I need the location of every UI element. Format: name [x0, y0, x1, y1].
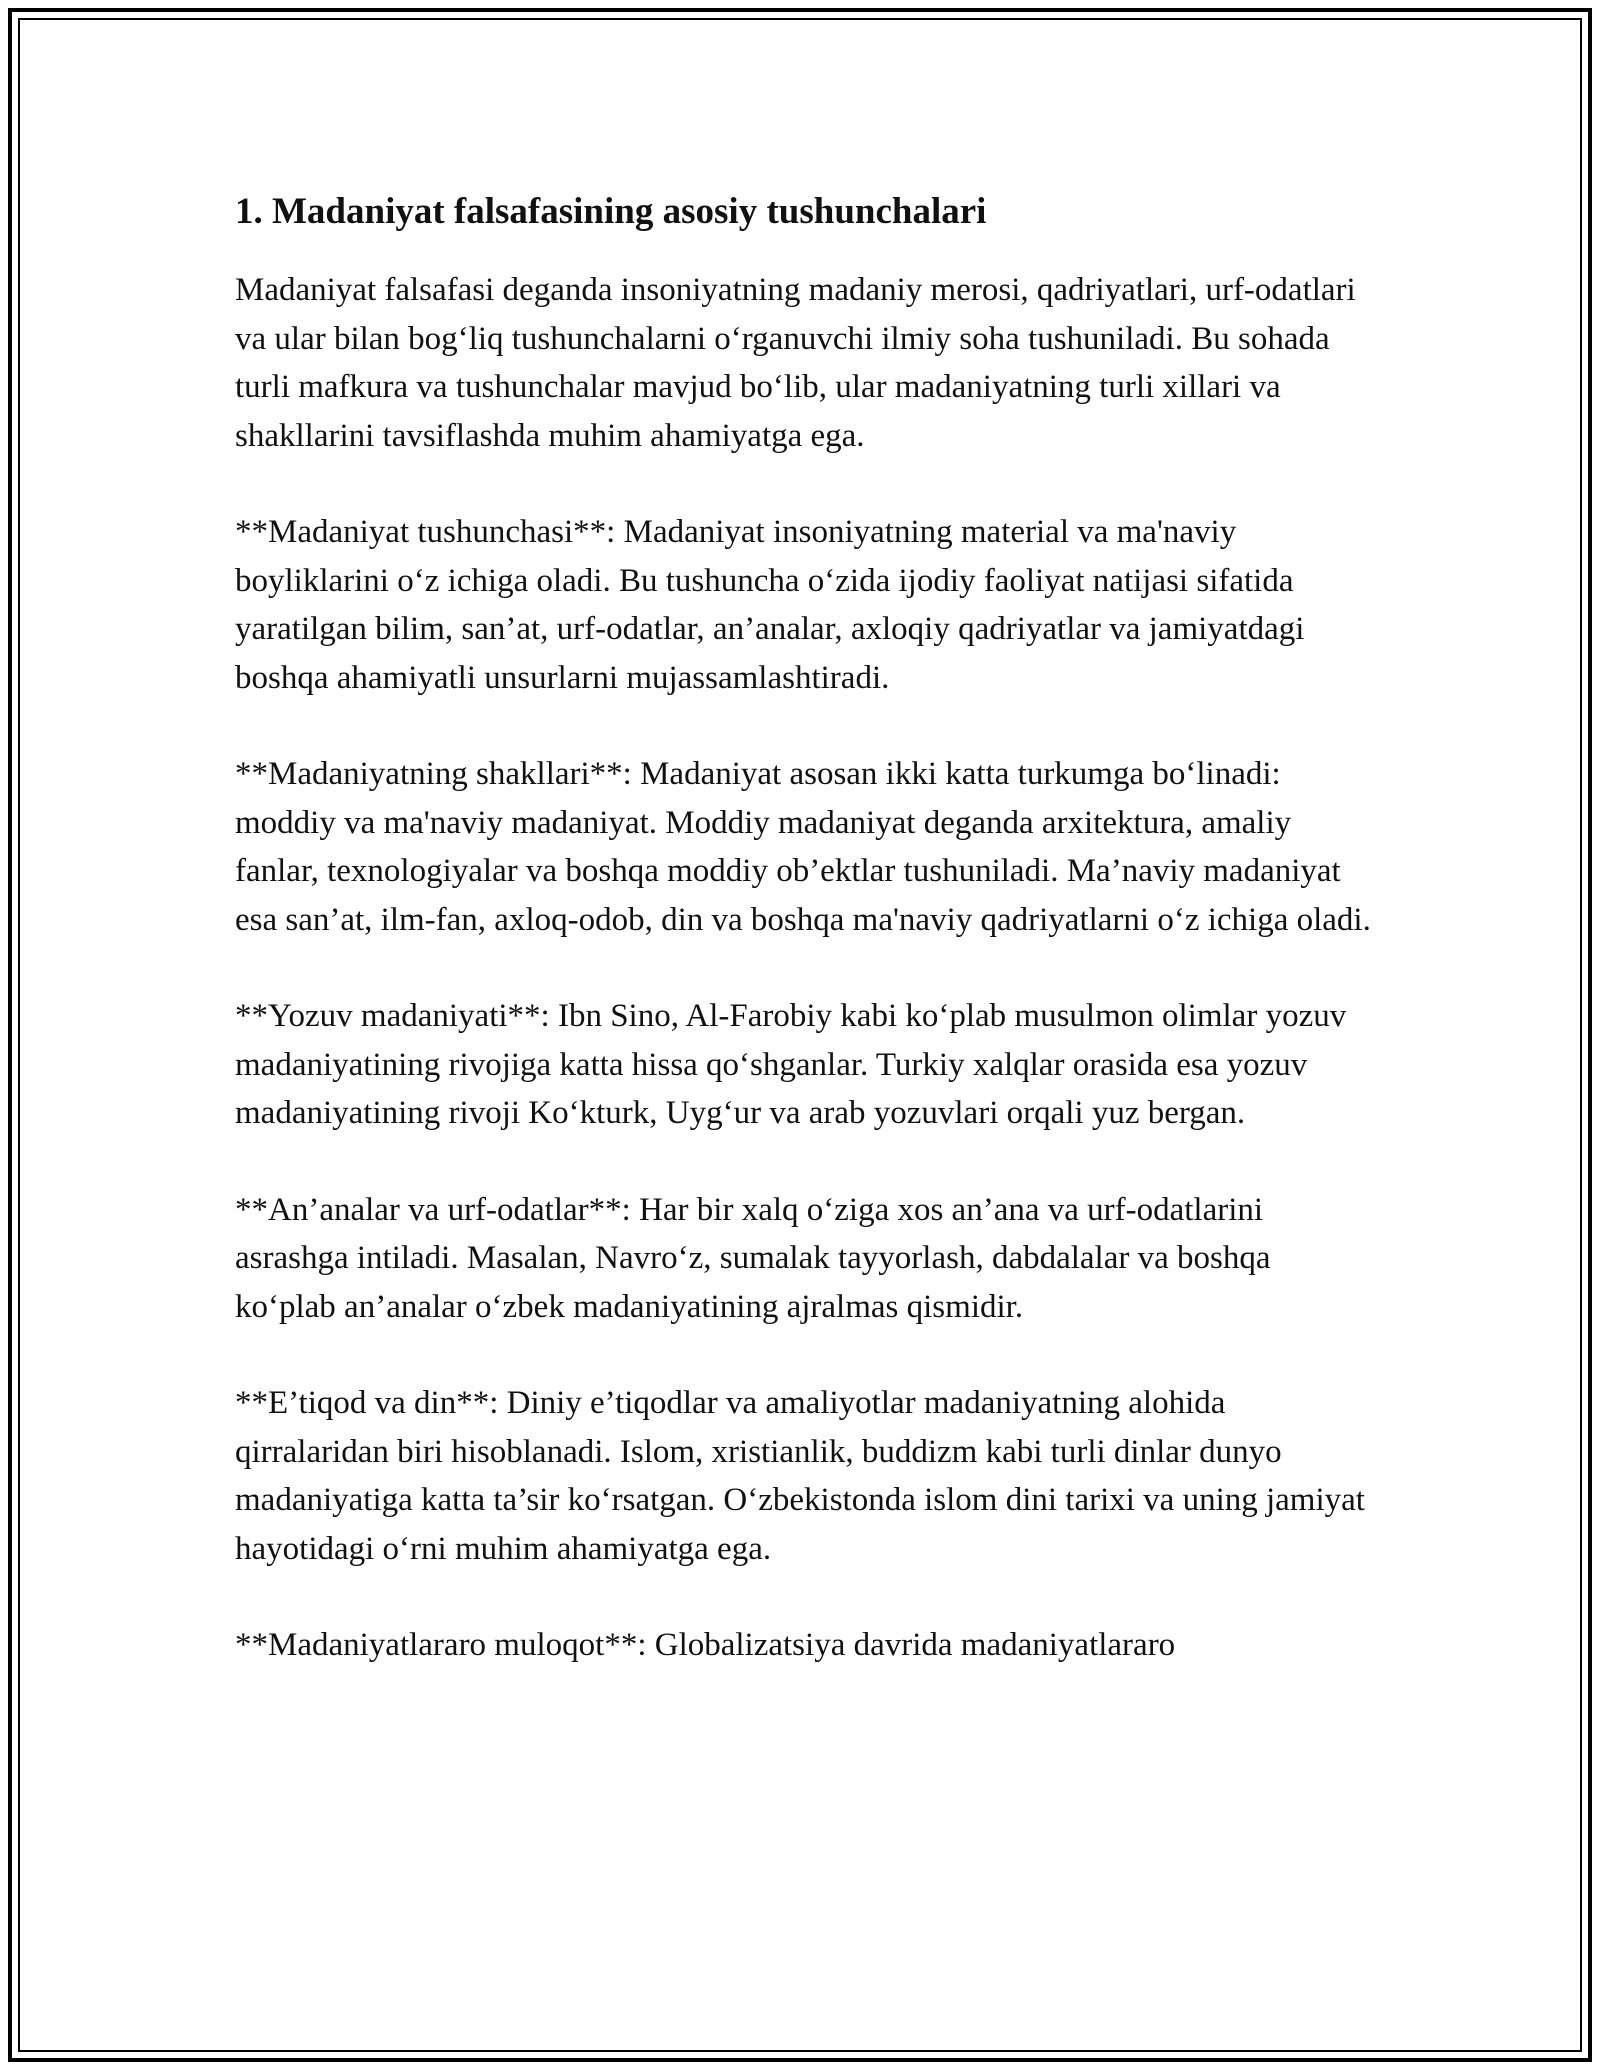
document-title: 1. Madaniyat falsafasining asosiy tushunchalari [235, 191, 987, 232]
document-body [235, 188, 1375, 1718]
paragraph-madaniyatlararo-muloqot: **Madaniyatlararo muloqot**: Globalizatsiya davrida madaniyatlararo [235, 1627, 1176, 1663]
paragraph-etiqod-va-din: **E’tiqod va din**: Diniy e’tiqodlar va amaliyotlar madaniyatning alohida qirralaridan biri hisoblanadi. Islom, xristianlik, buddizm kabi turli dinlar dunyo madaniyatiga katta ta’sir ko‘rsatgan. O‘zbekistonda islom dini tarixi va uning jamiyat hayotidagi o‘rni muhim ahamiyatga ega. [235, 1385, 1365, 1567]
paragraph-ananalar-urf-odatlar: **An’analar va urf-odatlar**: Har bir xalq o‘ziga xos an’ana va urf-odatlarini asrashga intiladi. Masalan, Navro‘z, sumalak tayyorlash, dabdalalar va boshqa ko‘plab an’analar o‘zbek madaniyatining ajralmas qismidir. [235, 1191, 1271, 1325]
paragraph-madaniyat-tushunchasi: **Madaniyat tushunchasi**: Madaniyat insoniyatning material va ma'naviy boyliklarini o‘z ichiga oladi. Bu tushuncha o‘zida ijodiy faoliyat natijasi sifatida yaratilgan bilim, san’at, urf-odatlar, an’analar, axloqiy qadriyatlar va jamiyatdagi boshqa ahamiyatli unsurlarni mujassamlashtiradi. [235, 514, 1305, 696]
paragraph-yozuv-madaniyati: **Yozuv madaniyati**: Ibn Sino, Al-Farobiy kabi ko‘plab musulmon olimlar yozuv madaniyatining rivojiga katta hissa qo‘shganlar. Turkiy xalqlar orasida esa yozuv madaniyatining rivoji Ko‘kturk, Uyg‘ur va arab yozuvlari orqali yuz bergan. [235, 998, 1347, 1131]
paragraph-intro: Madaniyat falsafasi deganda insoniyatning madaniy merosi, qadriyatlari, urf-odatlari va ular bilan bog‘liq tushunchalarni o‘rganuvchi ilmiy soha tushuniladi. Bu sohada turli mafkura va tushunchalar mavjud bo‘lib, ular madaniyatning turli xillari va shakllarini tavsiflashda muhim ahamiyatga ega. [235, 272, 1356, 454]
paragraph-madaniyatning-shakllari: **Madaniyatning shakllari**: Madaniyat asosan ikki katta turkumga bo‘linadi: moddiy va ma'naviy madaniyat. Moddiy madaniyat deganda arxitektura, amaliy fanlar, texnologiyalar va boshqa moddiy ob’ektlar tushuniladi. Ma’naviy madaniyat esa san’at, ilm-fan, axloq-odob, din va boshqa ma'naviy qadriyatlarni o‘z ichiga oladi. [235, 756, 1371, 938]
